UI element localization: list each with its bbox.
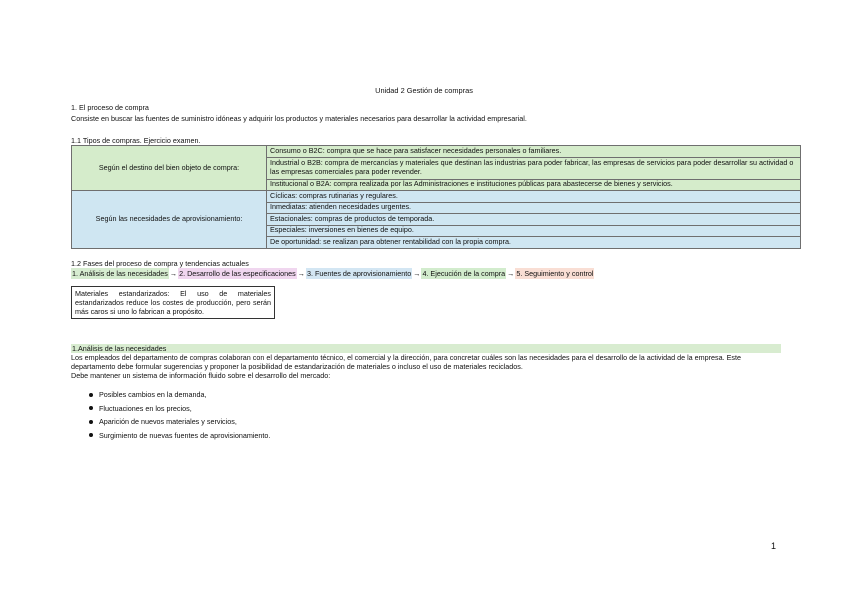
note-box-materiales: Materiales estandarizados: El uso de materiales estandarizados reduce los costes de producción, pero serán más caros si uno lo fabrican a propósito. (71, 286, 275, 319)
page-number: 1 (771, 541, 777, 551)
section-paragraph-proceso-compra: Consiste en buscar las fuentes de suministro idóneas y adquirir los productos y materiales necesarios para desarrollar la actividad empresarial. (71, 114, 527, 123)
section-heading-analisis: 1.Análisis de las necesidades (71, 344, 781, 353)
table-cell: Consumo o B2C: compra que se hace para satisfacer necesidades personales o familiares. (267, 146, 801, 158)
analysis-text-2: Debe mantener un sistema de información fluido sobre el desarrollo del mercado: (71, 371, 331, 380)
phase-4: 4. Ejecución de la compra (422, 269, 506, 278)
arrow-icon: → (413, 269, 421, 278)
table-cell: De oportunidad: se realizan para obtener rentabilidad con la propia compra. (267, 237, 801, 249)
table-row (72, 146, 801, 158)
table-group-label: Según las necesidades de aprovisionamiento: (72, 191, 267, 249)
table-cell: Estacionales: compras de productos de temporada. (267, 214, 801, 226)
table-cell: Inmediatas: atienden necesidades urgentes. (267, 202, 801, 214)
list-item: Fluctuaciones en los precios, (88, 404, 270, 418)
page-title: Unidad 2 Gestión de compras (375, 86, 473, 95)
table-cell: Institucional o B2A: compra realizada por las Administraciones e instituciones públicas para abastecerse de bienes y servicios. (267, 179, 801, 191)
list-item: Aparición de nuevos materiales y servicios, (88, 417, 270, 431)
arrow-icon: → (169, 269, 178, 278)
table-row (72, 191, 801, 203)
phases-flow (71, 269, 594, 278)
arrow-icon: → (507, 269, 515, 278)
table-cell: Industrial o B2B: compra de mercancías y materiales que destinan las industrias para poder fabricar, las empresas de servicios para poder desarrollar su actividad o las empresas comerciales para poder revender. (267, 157, 801, 179)
list-item: Surgimiento de nuevas fuentes de aprovisionamiento. (88, 431, 270, 445)
list-item: Posibles cambios en la demanda, (88, 390, 270, 404)
section-paragraph-analisis (71, 353, 781, 380)
phase-1: 1. Análisis de las necesidades (72, 269, 168, 278)
phase-2: 2. Desarrollo de las especificaciones (179, 269, 296, 278)
arrow-icon: → (297, 269, 305, 278)
purchase-types-table (71, 145, 801, 249)
table-cell: Cíclicas: compras rutinarias y regulares. (267, 191, 801, 203)
section-heading-tipos-compras: 1.1 Tipos de compras. Ejercicio examen. (71, 136, 201, 145)
phase-3: 3. Fuentes de aprovisionamiento (306, 269, 412, 278)
section-heading-proceso-compra: 1. El proceso de compra (71, 103, 149, 112)
analysis-text: Los empleados del departamento de compras colaboran con el departamento técnico, el comercial y la dirección, para concretar cuáles son las necesidades para el desarrollo de la actividad de la empresa. Este departamento debe formular sugerencias y proponer la posibilidad de estandarización de materiales o incluso el uso de materiales reciclados. (71, 353, 742, 371)
table-group-label: Según el destino del bien objeto de compra: (72, 146, 267, 191)
bullet-list (88, 390, 270, 444)
section-heading-fases: 1.2 Fases del proceso de compra y tendencias actuales (71, 259, 249, 268)
table-cell: Especiales: inversiones en bienes de equipo. (267, 225, 801, 237)
phase-5: 5. Seguimiento y control (516, 269, 594, 278)
